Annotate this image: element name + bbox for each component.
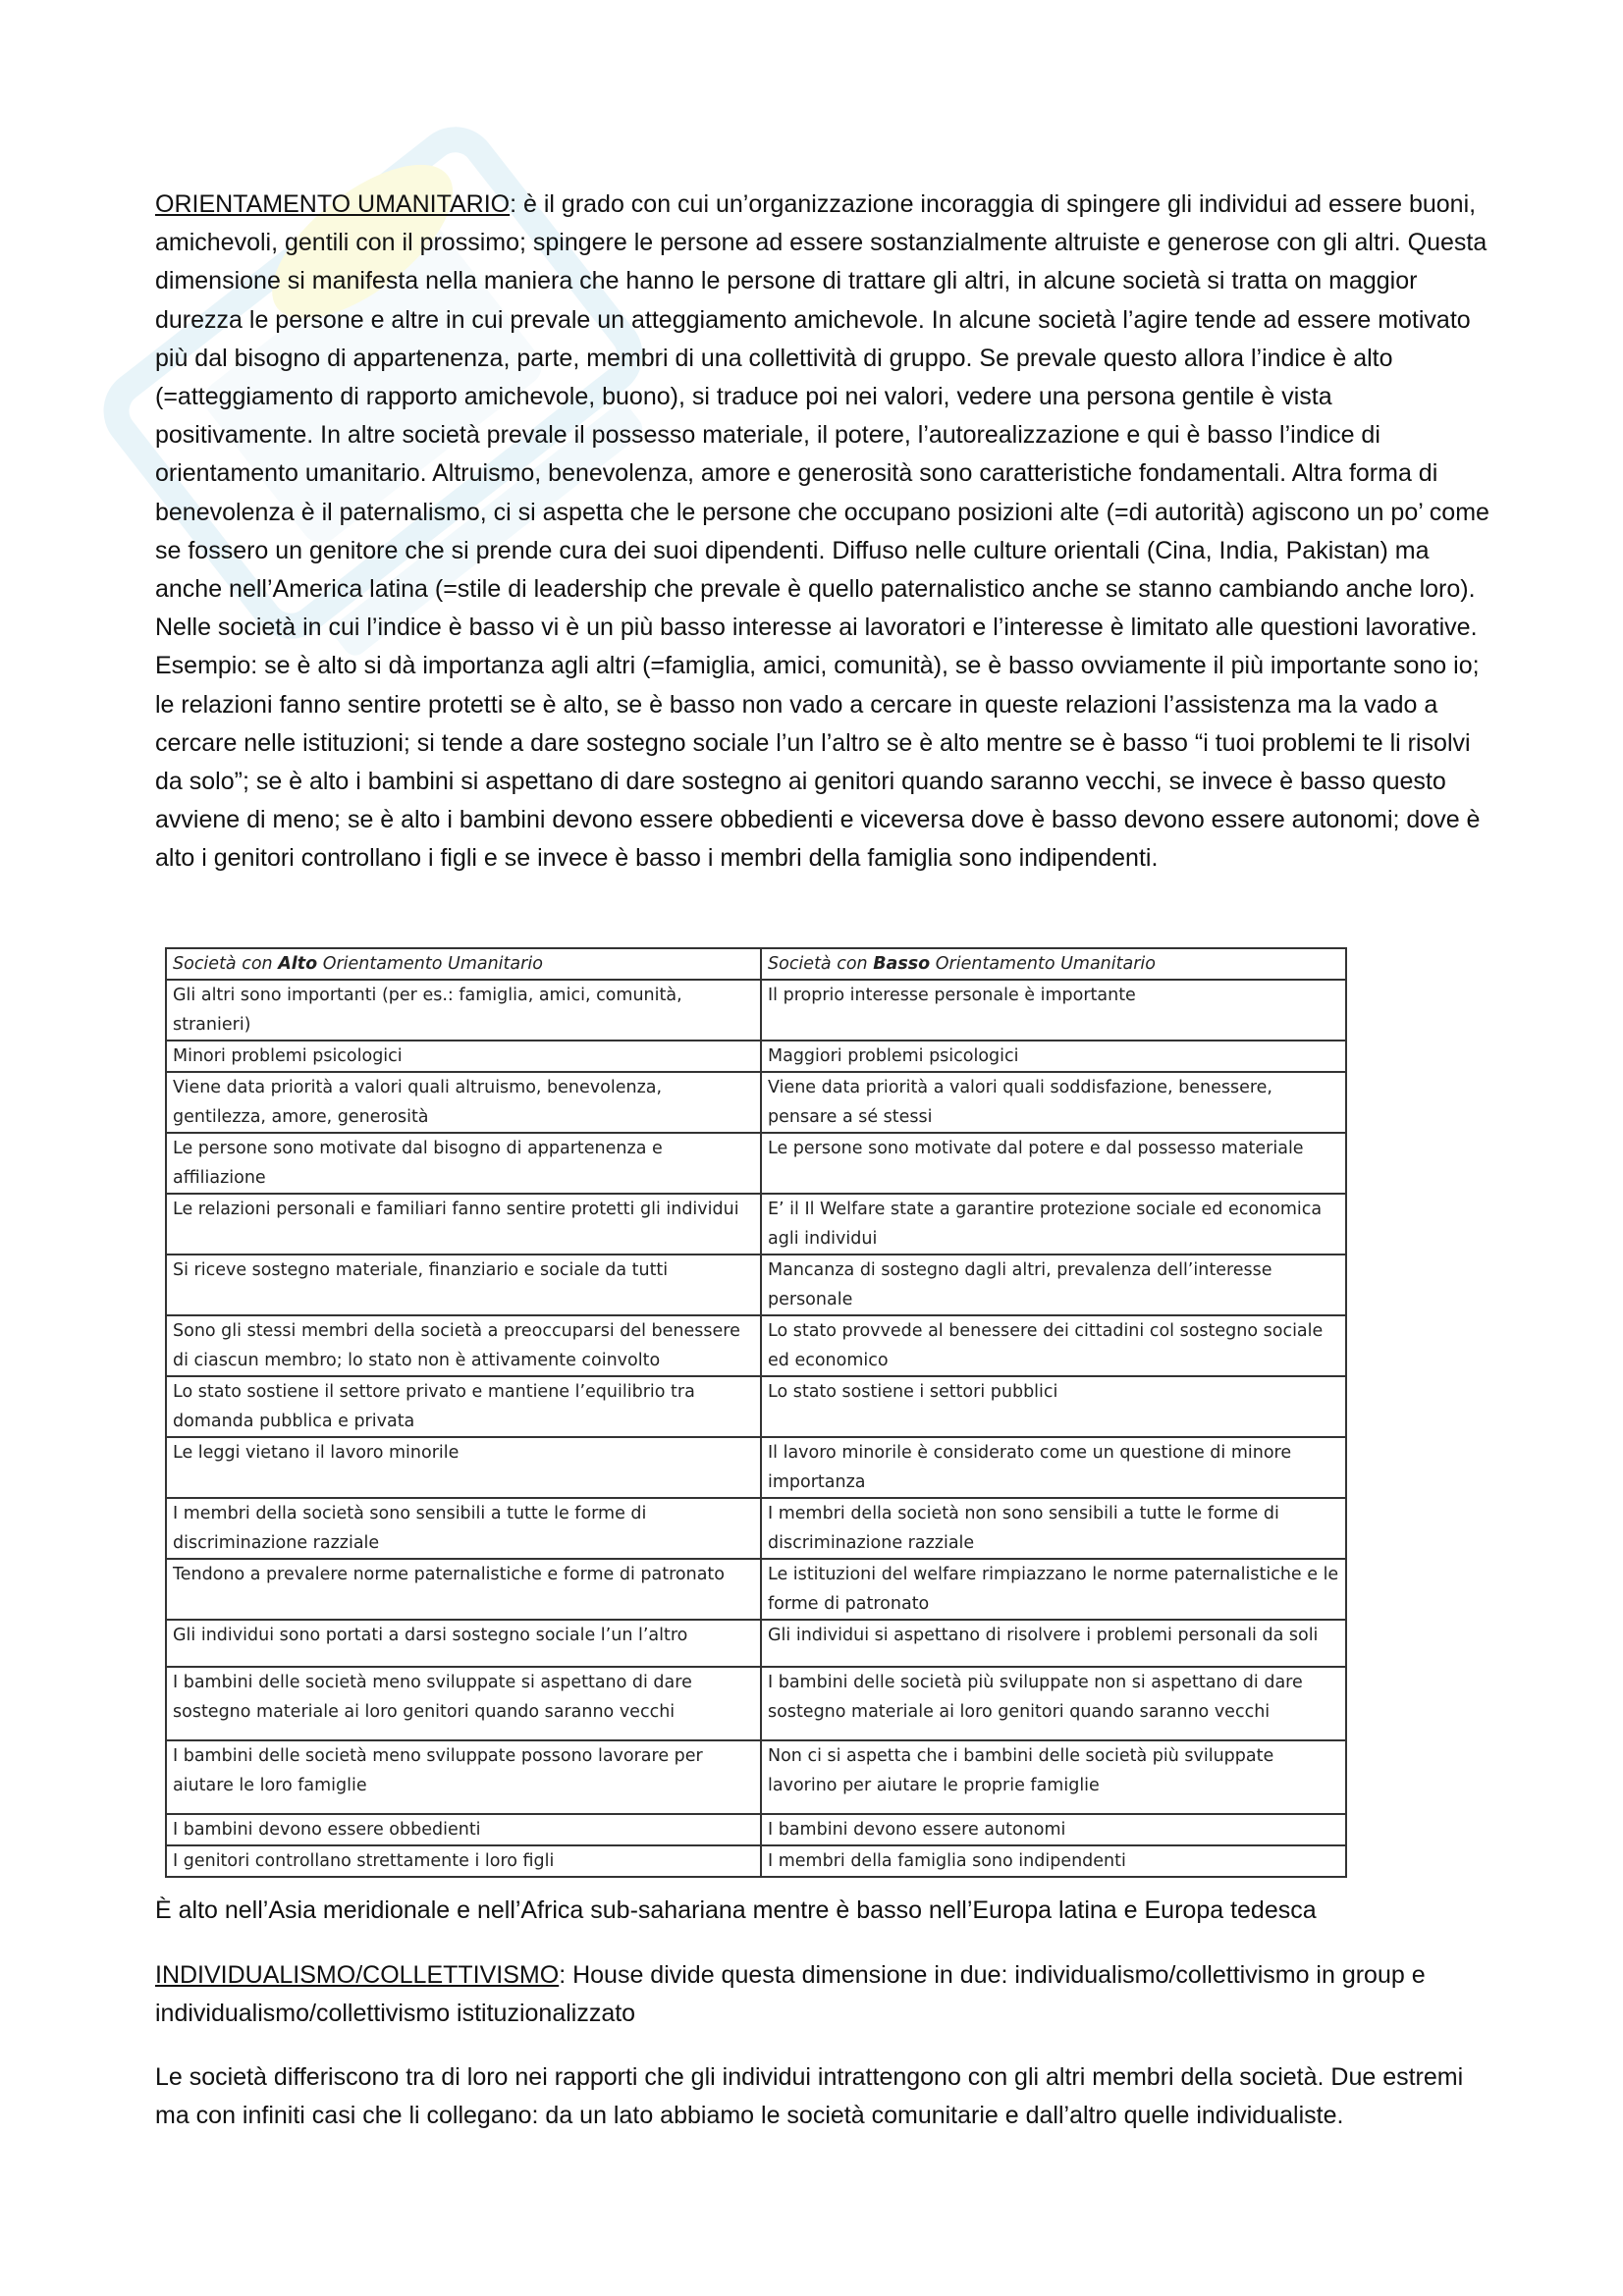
cell-high: Sono gli stessi membri della società a preoccuparsi del benessere di ciascun membro; lo stato non è attivamente coinvolto <box>166 1315 761 1376</box>
cell-low: Le persone sono motivate dal potere e dal possesso materiale <box>761 1133 1346 1194</box>
table-row <box>166 980 1346 1041</box>
cell-low: I membri della società non sono sensibili a tutte le forme di discriminazione razziale <box>761 1498 1346 1559</box>
closing-paragraph: Le società differiscono tra di loro nei rapporti che gli individui intrattengono con gli altri membri della società. Due estremi ma con infiniti casi che li collegano: da un lato abbiamo le società comunitarie e dall’altro quelle individualiste. <box>155 2063 1464 2130</box>
cell-high: Gli individui sono portati a darsi sostegno sociale l’un l’altro <box>166 1620 761 1667</box>
table-row <box>166 1667 1346 1740</box>
cell-low: Lo stato sostiene i settori pubblici <box>761 1376 1346 1437</box>
header-high: Società con Alto Orientamento Umanitario <box>166 948 761 980</box>
cell-low: Lo stato provvede al benessere dei cittadini col sostegno sociale ed economico <box>761 1315 1346 1376</box>
cell-low: Mancanza di sostegno dagli altri, prevalenza dell’interesse personale <box>761 1255 1346 1315</box>
section2-text: : House divide questa dimensione in due: individualismo/collettivismo in group e individualismo/collettivismo istituzionalizzato <box>155 1961 1426 2028</box>
summary-paragraph: È alto nell’Asia meridionale e nell’Africa sub-sahariana mentre è basso nell’Europa latina e Europa tedesca <box>155 1896 1317 1924</box>
cell-high: Viene data priorità a valori quali altruismo, benevolenza, gentilezza, amore, generosità <box>166 1072 761 1133</box>
cell-low: Maggiori problemi psicologici <box>761 1041 1346 1072</box>
cell-high: I bambini delle società meno sviluppate si aspettano di dare sostegno materiale ai loro genitori quando saranno vecchi <box>166 1667 761 1740</box>
intro-term: ORIENTAMENTO UMANITARIO <box>155 190 511 218</box>
cell-low: Gli individui si aspettano di risolvere i problemi personali da soli <box>761 1620 1346 1667</box>
table-row <box>166 1620 1346 1667</box>
header-low: Società con Basso Orientamento Umanitario <box>761 948 1346 980</box>
cell-high: Le persone sono motivate dal bisogno di appartenenza e affiliazione <box>166 1133 761 1194</box>
section2-term: INDIVIDUALISMO/COLLETTIVISMO <box>155 1961 560 1989</box>
cell-low: Il proprio interesse personale è importante <box>761 980 1346 1041</box>
intro-text: : è il grado con cui un’organizzazione incoraggia di spingere gli individui ad essere buoni, amichevoli, gentili con il prossimo; spingere le persone ad essere sostanzialmente altruiste e generose con gli altri. Questa dimensione si manifesta nella maniera che hanno le persone di trattare gli altri, in alcune società si tratta on maggior durezza le persone e altre in cui prevale un atteggiamento amichevole. In alcune società l’agire tende ad essere motivato più dal bisogno di appartenenza, parte, membri di una collettività di gruppo. Se prevale questo allora l’indice è alto (=atteggiamento di rapporto amichevole, buono), si traduce poi nei valori, vedere una persona gentile è vista positivamente. In altre società prevale il possesso materiale, il potere, l’autorealizzazione e qui è basso l’indice di orientamento umanitario. Altruismo, benevolenza, amore e generosità sono caratteristiche fondamentali. Altra forma di benevolenza è il paternalismo, ci si aspetta che le persone che occupano posizioni alte (=di autorità) agiscono un po’ come se fossero un genitore che si prende cura dei suoi dipendenti. Diffuso nelle culture orientali (Cina, India, Pakistan) ma anche nell’America latina (=stile di leadership che prevale è quello paternalistico anche se stanno cambiando anche loro). Nelle società in cui l’indice è basso vi è un più basso interesse ai lavoratori e l’interesse è limitato alle questioni lavorative. Esempio: se è alto si dà importanza agli altri (=famiglia, amici, comunità), se è basso ovviamente il più importante sono io; le relazioni fanno sentire protetti se è alto, se è basso non vado a cercare in queste relazioni l’assistenza ma la vado a cercare nelle istituzioni; si tende a dare sostegno sociale l’un l’altro se è alto mentre se è basso “i tuoi problemi te li risolvi da solo”; se è alto i bambini si aspettano di dare sostegno ai genitori quando saranno vecchi, se invece è basso questo avviene di meno; se è alto i bambini devono essere obbedienti e viceversa dove è basso devono essere autonomi; dove è alto i genitori controllano i figli e se invece è basso i membri della famiglia sono indipendenti. <box>155 190 1489 873</box>
cell-low: Non ci si aspetta che i bambini delle società più sviluppate lavorino per aiutare le proprie famiglie <box>761 1740 1346 1814</box>
table-row <box>166 1437 1346 1498</box>
table-header-row <box>166 948 1346 980</box>
cell-low: I bambini devono essere autonomi <box>761 1814 1346 1845</box>
cell-high: I bambini delle società meno sviluppate possono lavorare per aiutare le loro famiglie <box>166 1740 761 1814</box>
table-row <box>166 1315 1346 1376</box>
table-row <box>166 1498 1346 1559</box>
cell-high: Lo stato sostiene il settore privato e mantiene l’equilibrio tra domanda pubblica e privata <box>166 1376 761 1437</box>
cell-low: I membri della famiglia sono indipendenti <box>761 1845 1346 1877</box>
cell-high: I genitori controllano strettamente i loro figli <box>166 1845 761 1877</box>
cell-high: I bambini devono essere obbedienti <box>166 1814 761 1845</box>
cell-high: Minori problemi psicologici <box>166 1041 761 1072</box>
cell-high: Le leggi vietano il lavoro minorile <box>166 1437 761 1498</box>
table-row <box>166 1072 1346 1133</box>
cell-high: Si riceve sostegno materiale, finanziario e sociale da tutti <box>166 1255 761 1315</box>
table-row <box>166 1255 1346 1315</box>
table-row <box>166 1740 1346 1814</box>
cell-low: Le istituzioni del welfare rimpiazzano le norme paternalistiche e le forme di patronato <box>761 1559 1346 1620</box>
intro-paragraph <box>155 186 1490 879</box>
table-row <box>166 1376 1346 1437</box>
table-row <box>166 1559 1346 1620</box>
cell-high: Tendono a prevalere norme paternalistiche e forme di patronato <box>166 1559 761 1620</box>
cell-low: I bambini delle società più sviluppate non si aspettano di dare sostegno materiale ai loro genitori quando saranno vecchi <box>761 1667 1346 1740</box>
cell-low: Viene data priorità a valori quali soddisfazione, benessere, pensare a sé stessi <box>761 1072 1346 1133</box>
cell-high: Gli altri sono importanti (per es.: famiglia, amici, comunità, stranieri) <box>166 980 761 1041</box>
comparison-table <box>165 947 1345 1878</box>
table-row <box>166 1845 1346 1877</box>
cell-high: I membri della società sono sensibili a tutte le forme di discriminazione razziale <box>166 1498 761 1559</box>
table-row <box>166 1194 1346 1255</box>
cell-high: Le relazioni personali e familiari fanno sentire protetti gli individui <box>166 1194 761 1255</box>
table-row <box>166 1041 1346 1072</box>
cell-low: Il lavoro minorile è considerato come un questione di minore importanza <box>761 1437 1346 1498</box>
table-row <box>166 1814 1346 1845</box>
table-row <box>166 1133 1346 1194</box>
cell-low: E’ il Il Welfare state a garantire protezione sociale ed economica agli individui <box>761 1194 1346 1255</box>
section2-paragraph <box>155 1956 1490 2033</box>
